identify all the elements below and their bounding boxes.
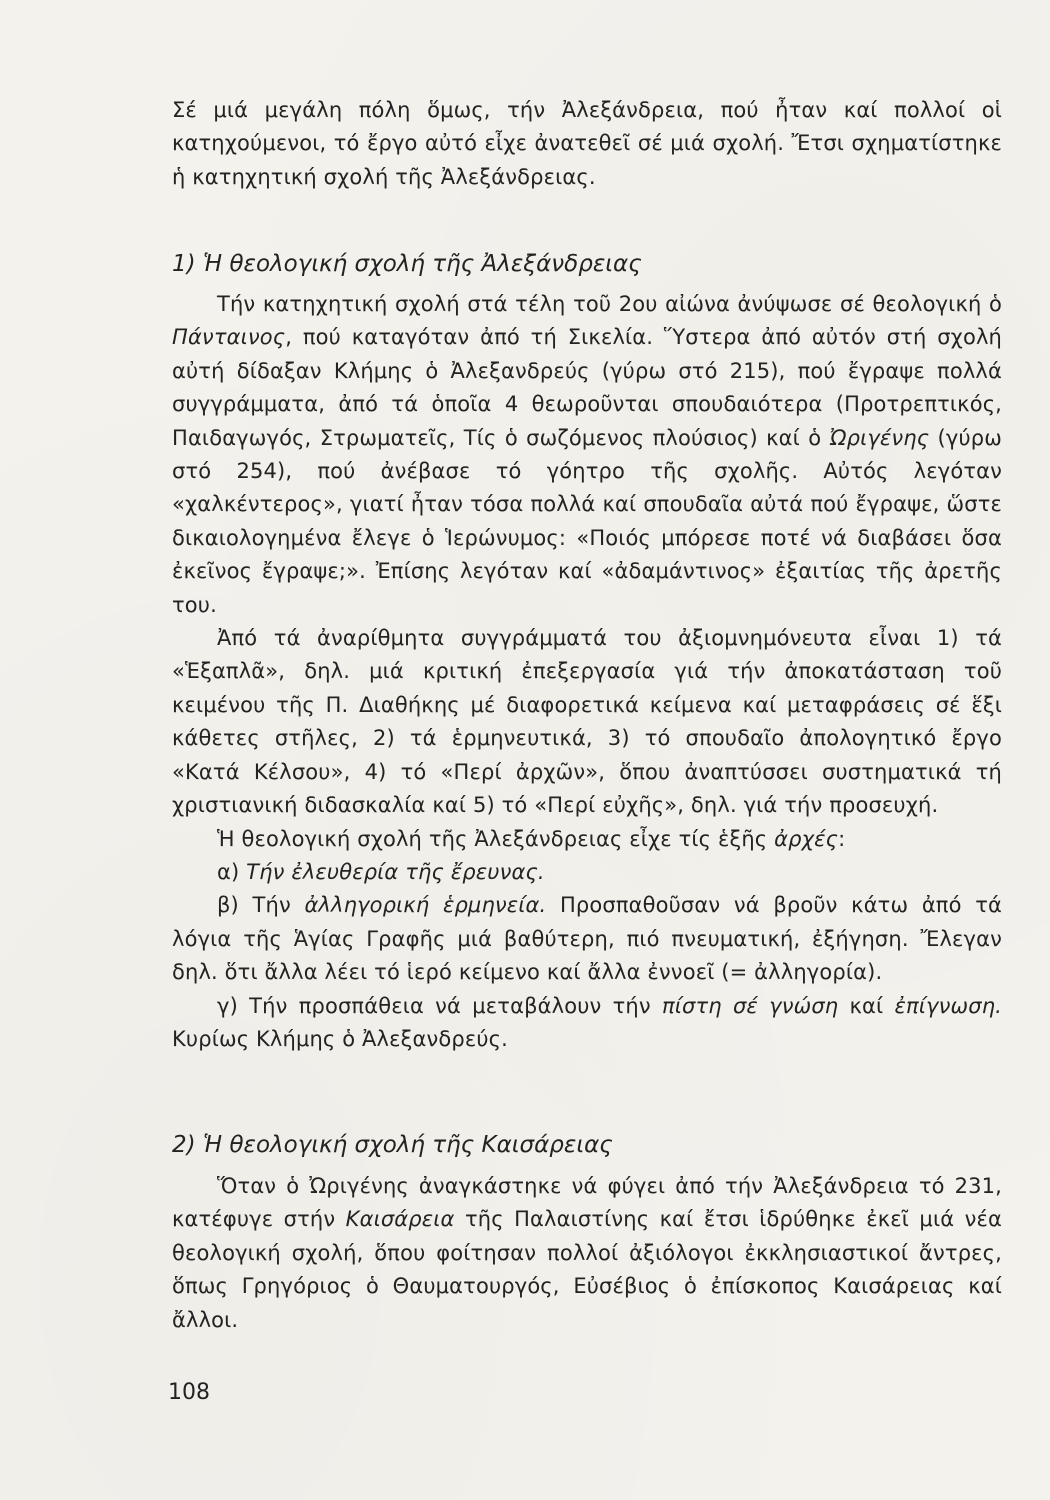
- principle-c: γ) Τήν προσπάθεια νά μεταβάλουν τήν πίστη σέ γνώση καί ἐπίγνωση. Κυρίως Κλήμης ὁ Ἀλεξανδρεύς.: [172, 993, 1002, 1051]
- section2-paragraph-1: Ὅταν ὁ Ὠριγένης ἀναγκάστηκε νά φύγει ἀπό τήν Ἀλεξάνδρεια τό 231, κατέφυγε στήν Καισάρεια τῆς Παλαιστίνης καί ἔτσι ἱδρύθηκε ἐκεῖ μιά νέα θεολογική σχολή, ὅπου φοίτησαν πολλοί ἀξιόλογοι ἐκκλησιαστικοί ἄντρες, ὅπως Γρηγόριος ὁ Θαυματουργός, Εὐσέβιος ὁ ἐπίσκοπος Καισάρειας καί ἄλλοι.: [172, 1174, 1002, 1332]
- principle-b: β) Τήν ἀλληγορική ἑρμηνεία. Προσπαθοῦσαν νά βροῦν κάτω ἀπό τά λόγια τῆς Ἁγίας Γραφῆς μιά βαθύτερη, πιό πνευματική, ἐξήγηση. Ἔλεγαν δηλ. ὅτι ἄλλα λέει τό ἱερό κείμενο καί ἄλλα ἐννοεῖ (= ἀλληγορία).: [172, 893, 1002, 985]
- section2-body: [172, 1170, 1002, 1337]
- principle-a: α) Τήν ἐλευθερία τῆς ἔρευνας.: [217, 859, 545, 884]
- intro-block: [172, 94, 1002, 194]
- page-number: 108: [168, 1380, 210, 1405]
- section1-body: [172, 288, 1002, 1056]
- section2-heading: 2) Ἡ θεολογική σχολή τῆς Καισάρειας: [172, 1132, 613, 1158]
- section1-paragraph-3: Ἡ θεολογική σχολή τῆς Ἀλεξάνδρειας εἶχε τίς ἑξῆς ἀρχές:: [217, 826, 846, 851]
- section1-paragraph-1: Τήν κατηχητική σχολή στά τέλη τοῦ 2ου αἰώνα ἀνύψωσε σέ θεολογική ὁ Πάνταινος, πού καταγόταν ἀπό τή Σικελία. Ὕστερα ἀπό αὐτόν στή σχολή αὐτή δίδαξαν Κλήμης ὁ Ἀλεξανδρεύς (γύρω στό 215), πού ἔγραψε πολλά συγγράμματα, ἀπό τά ὁποῖα 4 θεωροῦνται σπουδαιότερα (Προτρεπτικός, Παιδαγωγός, Στρωματεῖς, Τίς ὁ σωζόμενος πλούσιος) καί ὁ Ὠριγένης (γύρω στό 254), πού ἀνέβασε τό γόητρο τῆς σχολῆς. Αὐτός λεγόταν «χαλκέντερος», γιατί ἦταν τόσα πολλά καί σπουδαῖα αὐτά πού ἔγραψε, ὥστε δικαιολογημένα ἔλεγε ὁ Ἱερώνυμος: «Ποιός μπόρεσε ποτέ νά διαβάσει ὅσα ἐκεῖνος ἔγραψε;». Ἐπίσης λεγόταν καί «ἀδαμάντινος» ἐξαιτίας τῆς ἀρετῆς του.: [172, 292, 1002, 617]
- section1-paragraph-2: Ἀπό τά ἀναρίθμητα συγγράμματά του ἀξιομνημόνευτα εἶναι 1) τά «Ἑξαπλᾶ», δηλ. μιά κριτική ἐπεξεργασία γιά τήν ἀποκατάσταση τοῦ κειμένου τῆς Π. Διαθήκης μέ διαφορετικά κείμενα καί μεταφράσεις σέ ἕξι κάθετες στῆλες, 2) τά ἑρμηνευτικά, 3) τό σπουδαῖο ἀπολογητικό ἔργο «Κατά Κέλσου», 4) τό «Περί ἀρχῶν», ὅπου ἀναπτύσσει συστηματικά τή χριστιανική διδασκαλία καί 5) τό «Περί εὐχῆς», δηλ. γιά τήν προσευχή.: [172, 626, 1002, 818]
- intro-paragraph: Σέ μιά μεγάλη πόλη ὅμως, τήν Ἀλεξάνδρεια, πού ἦταν καί πολλοί οἱ κατηχούμενοι, τό ἔργο αὐτό εἶχε ἀνατεθεῖ σέ μιά σχολή. Ἔτσι σχηματίστηκε ἡ κατηχητική σχολή τῆς Ἀλεξάνδρειας.: [172, 98, 1002, 189]
- section1-heading: 1) Ἡ θεολογική σχολή τῆς Ἀλεξάνδρειας: [172, 251, 642, 277]
